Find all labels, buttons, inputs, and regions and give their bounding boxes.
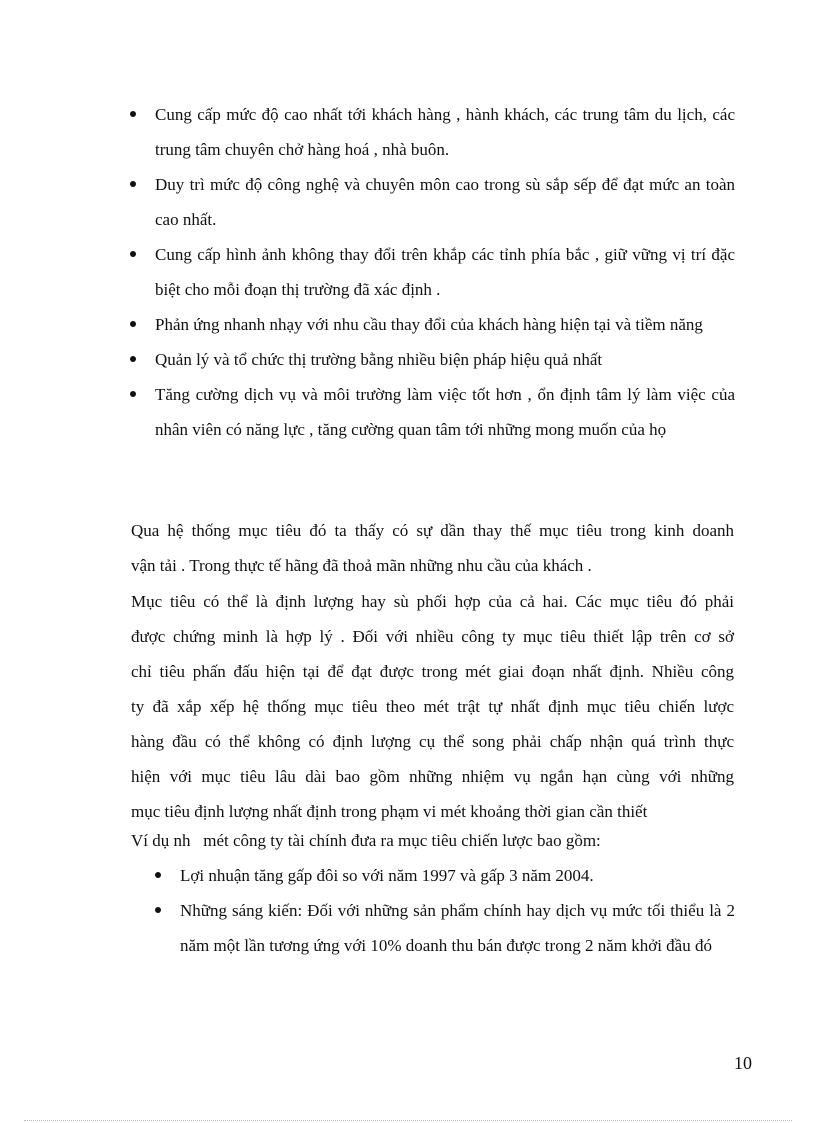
bullet-icon bbox=[130, 111, 136, 117]
list-item bbox=[155, 858, 735, 893]
paragraph-example-intro bbox=[131, 823, 734, 858]
list-item bbox=[130, 237, 735, 307]
list-item-text: Những sáng kiến: Đối với những sản phẩm chính hay dịch vụ mức tối thiểu là 2 năm một lần tương ứng với 10% doanh thu bán được trong 2 năm khởi đầu đó bbox=[180, 901, 735, 955]
bullet-icon bbox=[130, 321, 136, 327]
paragraph-quantitative-goals bbox=[131, 584, 734, 829]
list-item bbox=[130, 307, 735, 342]
list-item bbox=[130, 342, 735, 377]
paragraph-line: vận tải . Trong thực tế hãng đã thoả mãn những nhu cầu của khách . bbox=[131, 556, 592, 575]
list-item-text: Lợi nhuận tăng gấp đôi so với năm 1997 và gấp 3 năm 2004. bbox=[180, 866, 594, 885]
list-item-text: Cung cấp mức độ cao nhất tới khách hàng , hành khách, các trung tâm du lịch, các trung tâm chuyên chở hàng hoá , nhà buôn. bbox=[155, 105, 735, 159]
list-item bbox=[130, 97, 735, 167]
paragraph-line: Ví dụ nh mét công ty tài chính đưa ra mục tiêu chiến lược bao gồm: bbox=[131, 831, 601, 850]
list-item bbox=[155, 893, 735, 963]
paragraph-line: hiện với mục tiêu lâu dài bao gồm những nhiệm vụ ngắn hạn cùng với những bbox=[131, 767, 734, 786]
example-bullet-list bbox=[155, 858, 735, 963]
page-bottom-divider bbox=[24, 1120, 792, 1121]
bullet-icon bbox=[130, 181, 136, 187]
bullet-icon bbox=[130, 251, 136, 257]
list-item-text: Cung cấp hình ảnh không thay đổi trên khắp các tỉnh phía bắc , giữ vững vị trí đặc biệt cho mỗi đoạn thị trường đã xác định . bbox=[155, 245, 735, 299]
objectives-bullet-list bbox=[130, 97, 735, 447]
list-item-text: Quản lý và tổ chức thị trường bằng nhiều biện pháp hiệu quả nhất bbox=[155, 350, 603, 369]
list-item-text: Duy trì mức độ công nghệ và chuyên môn cao trong sù sắp sếp để đạt mức an toàn cao nhất. bbox=[155, 175, 735, 229]
bullet-icon bbox=[155, 872, 161, 878]
bullet-icon bbox=[130, 356, 136, 362]
paragraph-line: hàng đầu có thể không có định lượng cụ thể song phải chấp nhận quá trình thực bbox=[131, 732, 734, 751]
bullet-icon bbox=[155, 907, 161, 913]
list-item bbox=[130, 377, 735, 447]
list-item bbox=[130, 167, 735, 237]
paragraph-line: chỉ tiêu phấn đấu hiện tại để đạt được trong mét giai đoạn nhất định. Nhiều công bbox=[131, 662, 734, 681]
list-item-text: Tăng cường dịch vụ và môi trường làm việc tốt hơn , ổn định tâm lý làm việc của nhân viên có năng lực , tăng cường quan tâm tới những mong muốn của họ bbox=[155, 385, 735, 439]
paragraph-line: mục tiêu định lượng nhất định trong phạm vi mét khoảng thời gian cần thiết bbox=[131, 802, 648, 821]
page-number: 10 bbox=[734, 1053, 752, 1073]
paragraph-line: Mục tiêu có thể là định lượng hay sù phối hợp của cả hai. Các mục tiêu đó phải bbox=[131, 592, 734, 611]
list-item-text: Phản ứng nhanh nhạy với nhu cầu thay đổi của khách hàng hiện tại và tiềm năng bbox=[155, 315, 703, 334]
bullet-icon bbox=[130, 391, 136, 397]
paragraph-goal-system bbox=[131, 513, 734, 583]
paragraph-line: Qua hệ thống mục tiêu đó ta thấy có sự dần thay thế mục tiêu trong kinh doanh bbox=[131, 521, 734, 540]
paragraph-line: được chứng minh là hợp lý . Đối với nhiều công ty mục tiêu thiết lập trên cơ sở bbox=[131, 627, 734, 646]
paragraph-line: ty đã xắp xếp hệ thống mục tiêu theo mét trật tự nhất định mục tiêu chiến lược bbox=[131, 697, 734, 716]
